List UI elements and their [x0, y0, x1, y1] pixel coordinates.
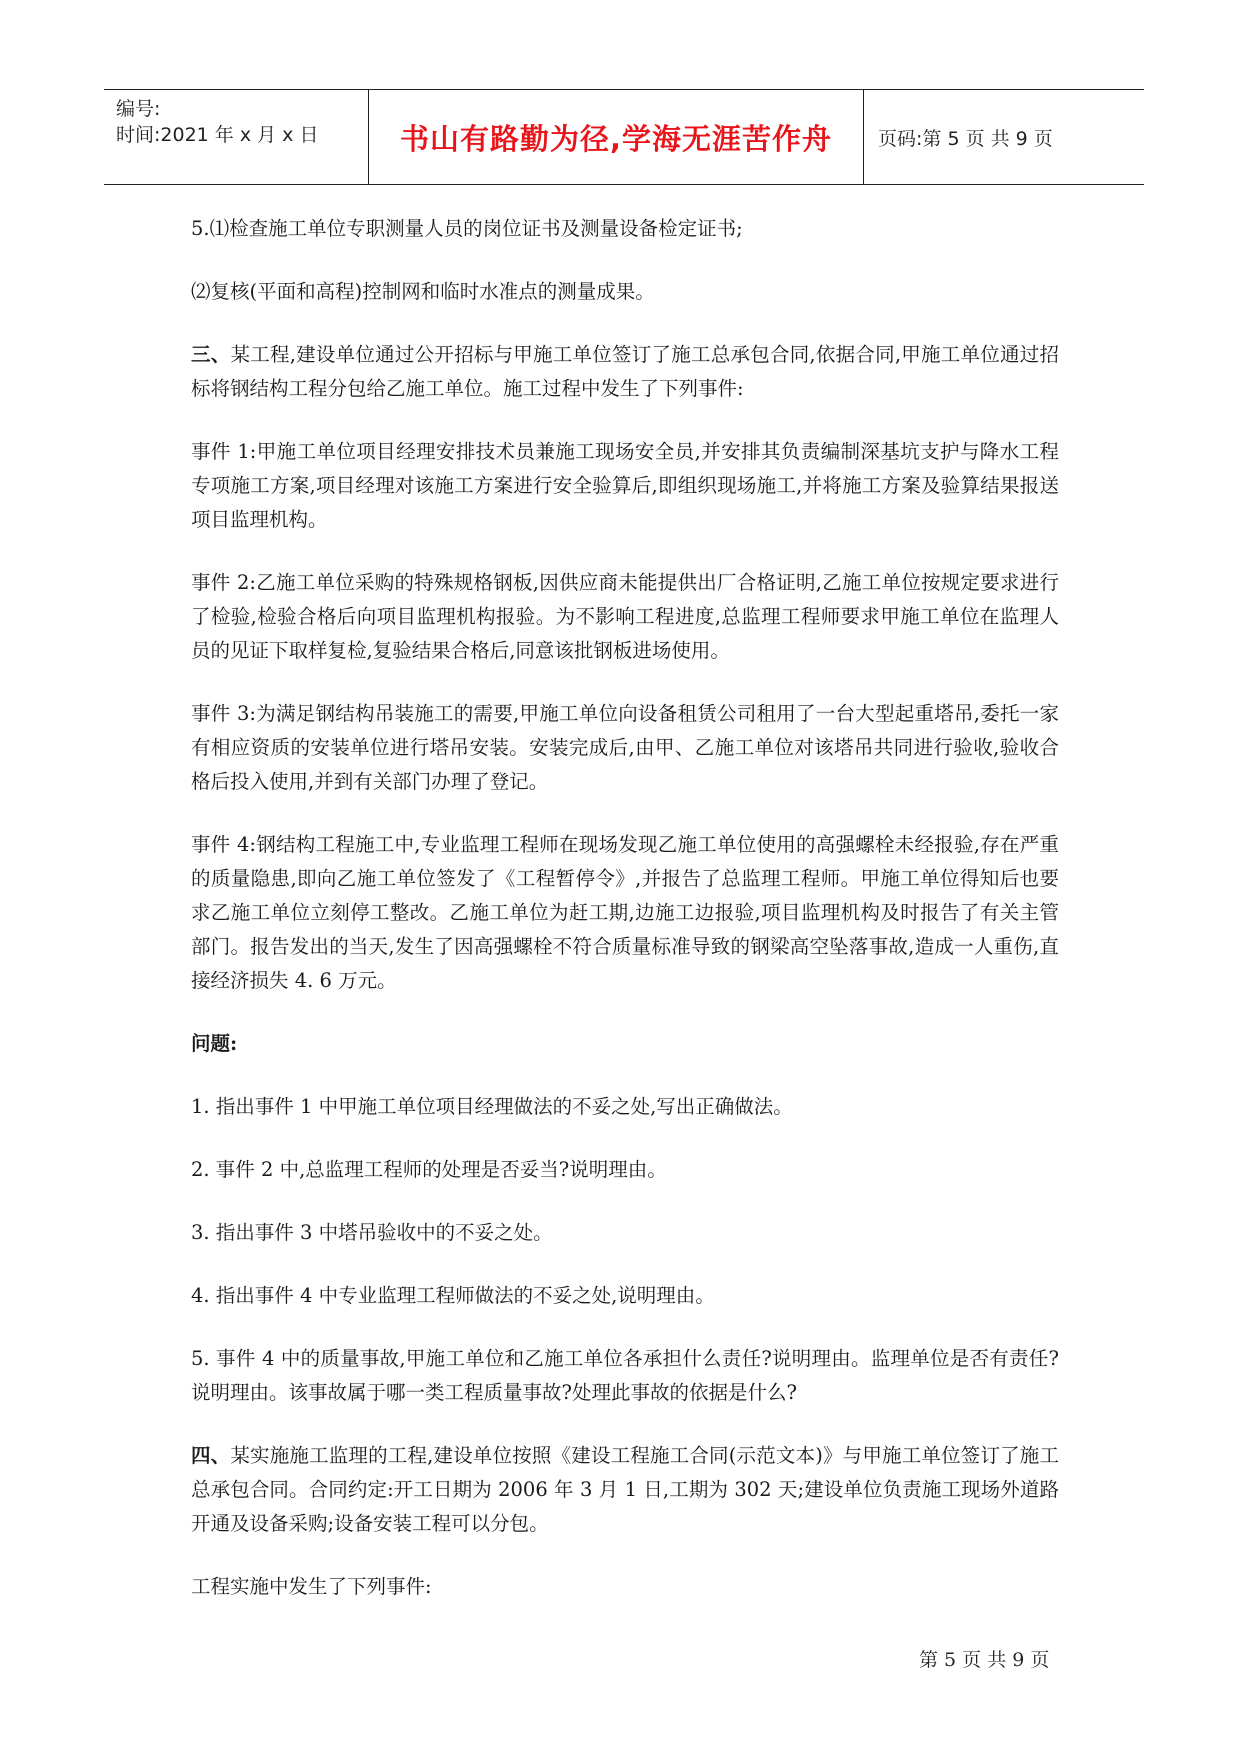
document-number-label: 编号: — [116, 98, 161, 120]
document-date-label: 时间:2021 年 x 月 x 日 — [116, 124, 319, 146]
question-5: 5. 事件 4 中的质量事故,甲施工单位和乙施工单位各承担什么责任?说明理由。监理单位是否有责任?说明理由。该事故属于哪一类工程质量事故?处理此事故的依据是什么? — [191, 1347, 1059, 1404]
section-three-intro — [191, 338, 1059, 406]
document-body — [191, 212, 1059, 1604]
header-page-cell — [864, 90, 1144, 184]
header-page-number: 页码:第 5 页 共 9 页 — [878, 127, 1053, 150]
question-2: 2. 事件 2 中,总监理工程师的处理是否妥当?说明理由。 — [191, 1158, 667, 1181]
header-motto-cell — [369, 90, 864, 184]
paragraph: 5.⑴检查施工单位专职测量人员的岗位证书及测量设备检定证书; — [191, 217, 743, 240]
question-3: 3. 指出事件 3 中塔吊验收中的不妥之处。 — [191, 1221, 553, 1244]
questions-heading: 问题: — [191, 1032, 238, 1055]
event-3-paragraph: 事件 3:为满足钢结构吊装施工的需要,甲施工单位向设备租赁公司租用了一台大型起重塔吊,委托一家有相应资质的安装单位进行塔吊安装。安装完成后,由甲、乙施工单位对该塔吊共同进行验收,验收合格后投入使用,并到有关部门办理了登记。 — [191, 702, 1059, 793]
header-motto: 书山有路勤为径,学海无涯苦作舟 — [399, 121, 833, 156]
paragraph: 工程实施中发生了下列事件: — [191, 1575, 432, 1598]
section-number: 四、 — [191, 1444, 231, 1467]
section-text: 某工程,建设单位通过公开招标与甲施工单位签订了施工总承包合同,依据合同,甲施工单位通过招标将钢结构工程分包给乙施工单位。施工过程中发生了下列事件: — [191, 343, 1059, 400]
section-four-intro — [191, 1439, 1059, 1541]
question-4: 4. 指出事件 4 中专业监理工程师做法的不妥之处,说明理由。 — [191, 1284, 715, 1307]
event-2-paragraph: 事件 2:乙施工单位采购的特殊规格钢板,因供应商未能提供出厂合格证明,乙施工单位按规定要求进行了检验,检验合格后向项目监理机构报验。为不影响工程进度,总监理工程师要求甲施工单位在监理人员的见证下取样复检,复验结果合格后,同意该批钢板进场使用。 — [191, 571, 1059, 662]
event-1-paragraph: 事件 1:甲施工单位项目经理安排技术员兼施工现场安全员,并安排其负责编制深基坑支护与降水工程专项施工方案,项目经理对该施工方案进行安全验算后,即组织现场施工,并将施工方案及验算结果报送项目监理机构。 — [191, 440, 1059, 531]
page-footer: 第 5 页 共 9 页 — [919, 1649, 1050, 1671]
header-info-cell — [104, 90, 369, 184]
event-4-paragraph: 事件 4:钢结构工程施工中,专业监理工程师在现场发现乙施工单位使用的高强螺栓未经报验,存在严重的质量隐患,即向乙施工单位签发了《工程暂停令》,并报告了总监理工程师。甲施工单位得知后也要求乙施工单位立刻停工整改。乙施工单位为赶工期,边施工边报验,项目监理机构及时报告了有关主管部门。报告发出的当天,发生了因高强螺栓不符合质量标准导致的钢梁高空坠落事故,造成一人重伤,直接经济损失 4. 6 万元。 — [191, 833, 1059, 992]
section-text: 某实施施工监理的工程,建设单位按照《建设工程施工合同(示范文本)》与甲施工单位签订了施工总承包合同。合同约定:开工日期为 2006 年 3 月 1 日,工期为 302 天;建设单位负责施工现场外道路开通及设备采购;设备安装工程可以分包。 — [191, 1444, 1059, 1535]
question-1: 1. 指出事件 1 中甲施工单位项目经理做法的不妥之处,写出正确做法。 — [191, 1095, 793, 1118]
section-number: 三、 — [191, 343, 231, 366]
page-header — [104, 89, 1144, 185]
paragraph: ⑵复核(平面和高程)控制网和临时水准点的测量成果。 — [191, 280, 655, 303]
